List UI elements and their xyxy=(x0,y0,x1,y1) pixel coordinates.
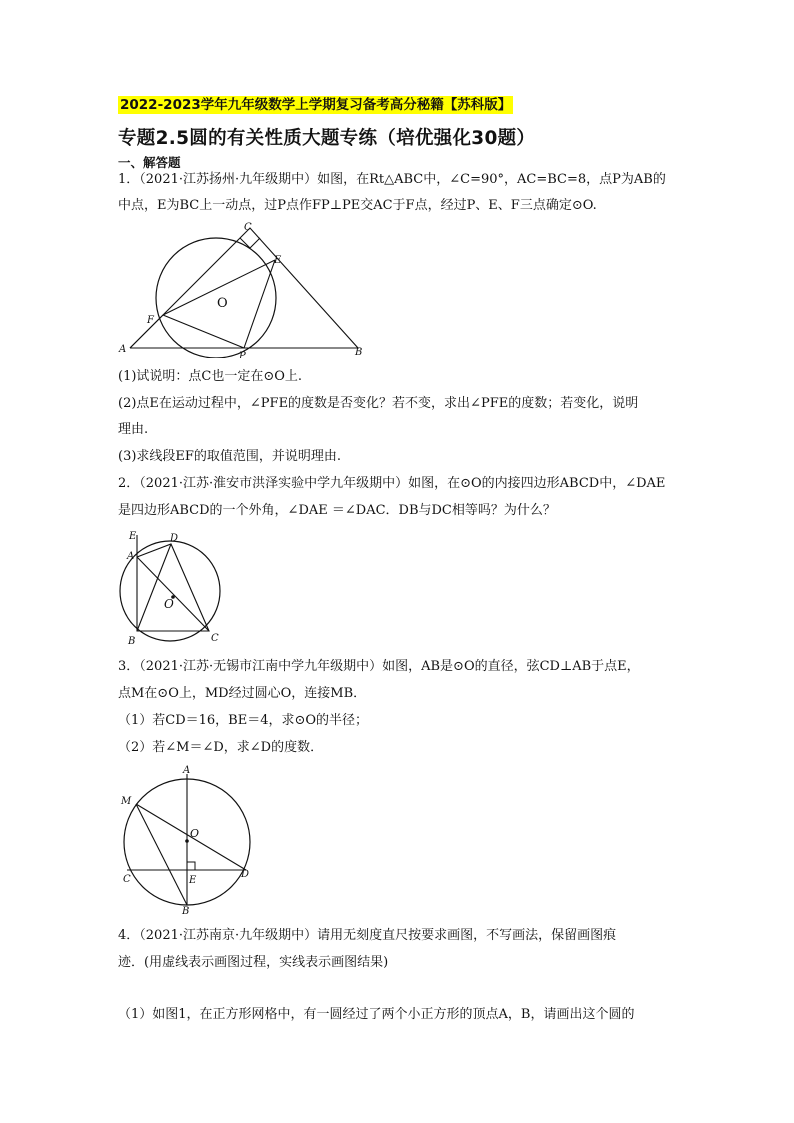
q3-sub2: （2）若∠M＝∠D，求∠D的度数． xyxy=(118,740,324,755)
q2-stem-line2: 是四边形ABCD的一个外角，∠DAE ＝∠DAC．DB与DC相等吗？为什么？ xyxy=(118,503,556,518)
q4-sub1: （1）如图1，在正方形网格中，有一圆经过了两个小正方形的顶点A，B，请画出这个圆的 xyxy=(118,1007,635,1022)
q1-stem-line2: 中点，E为BC上一动点，过P点作FP⊥PE交AC于F点，经过P、E、F三点确定⊙O. xyxy=(118,198,597,213)
q1-stem-line1: 1．（2021·江苏扬州·九年级期中）如图，在Rt△ABC中，∠C=90°，AC=BC=8，点P为AB的 xyxy=(118,172,666,187)
label-a: A xyxy=(183,765,191,776)
diagonal-db xyxy=(137,544,171,631)
label-b: B xyxy=(182,906,190,917)
q1-sub2-line1: (2)点E在运动过程中，∠PFE的度数是否变化？若不变，求出∠PFE的度数；若变化，说明 xyxy=(118,396,639,411)
q1-sub1: (1)试说明：点C也一定在⊙O上. xyxy=(118,369,303,384)
right-angle-mark xyxy=(187,862,195,870)
quadrilateral-abcd xyxy=(137,544,209,631)
label-p: P xyxy=(239,351,246,358)
label-b: B xyxy=(355,347,363,358)
label-m: M xyxy=(121,796,132,807)
q1-sub2-line2: 理由. xyxy=(118,422,149,437)
label-f: F xyxy=(147,315,154,326)
circle-o xyxy=(156,238,276,358)
segment-fp xyxy=(163,315,244,348)
q2-stem-line1: 2．（2021·江苏·淮安市洪泽实验中学九年级期中）如图，在⊙O的内接四边形ABCD中，∠DAE xyxy=(118,476,666,491)
label-e: E xyxy=(274,255,282,266)
q3-sub1: （1）若CD＝16，BE＝4，求⊙O的半径； xyxy=(118,713,369,728)
label-d: D xyxy=(170,533,179,544)
label-o: O xyxy=(217,296,228,311)
label-a: A xyxy=(119,344,127,355)
q2-figure xyxy=(115,527,230,647)
label-c: C xyxy=(123,874,131,885)
q1-sub3: (3)求线段EF的取值范围，并说明理由. xyxy=(118,449,342,464)
label-b: B xyxy=(128,636,136,647)
page-title: 专题2.5圆的有关性质大题专练（培优强化30题） xyxy=(118,128,536,149)
right-angle-mark xyxy=(240,238,260,248)
q1-figure xyxy=(115,218,370,358)
q4-stem-line2: 迹．(用虚线表示画图过程，实线表示画图结果) xyxy=(118,955,389,970)
series-banner: 2022-2023学年九年级数学上学期复习备考高分秘籍【苏科版】 xyxy=(120,97,512,113)
label-a: A xyxy=(127,551,135,562)
triangle-abc xyxy=(130,228,358,348)
label-c: C xyxy=(211,633,219,644)
diagonal-ac xyxy=(137,557,209,631)
q4-stem-line1: 4．（2021·江苏南京·九年级期中）请用无刻度直尺按要求画图，不写画法，保留画图痕 xyxy=(118,928,617,943)
label-c: C xyxy=(244,222,252,233)
label-d: D xyxy=(241,869,250,880)
center-dot xyxy=(185,839,189,843)
q3-stem-line1: 3．（2021·江苏·无锡市江南中学九年级期中）如图，AB是⊙O的直径，弦CD⊥AB于点E， xyxy=(118,659,640,674)
label-o: O xyxy=(164,597,174,611)
q3-figure xyxy=(115,762,260,917)
label-o: O xyxy=(190,827,200,840)
section-heading: 一、解答题 xyxy=(118,155,181,170)
q3-stem-line2: 点M在⊙O上，MD经过圆心O，连接MB． xyxy=(118,686,367,701)
label-e: E xyxy=(189,875,197,886)
label-e: E xyxy=(129,531,137,542)
